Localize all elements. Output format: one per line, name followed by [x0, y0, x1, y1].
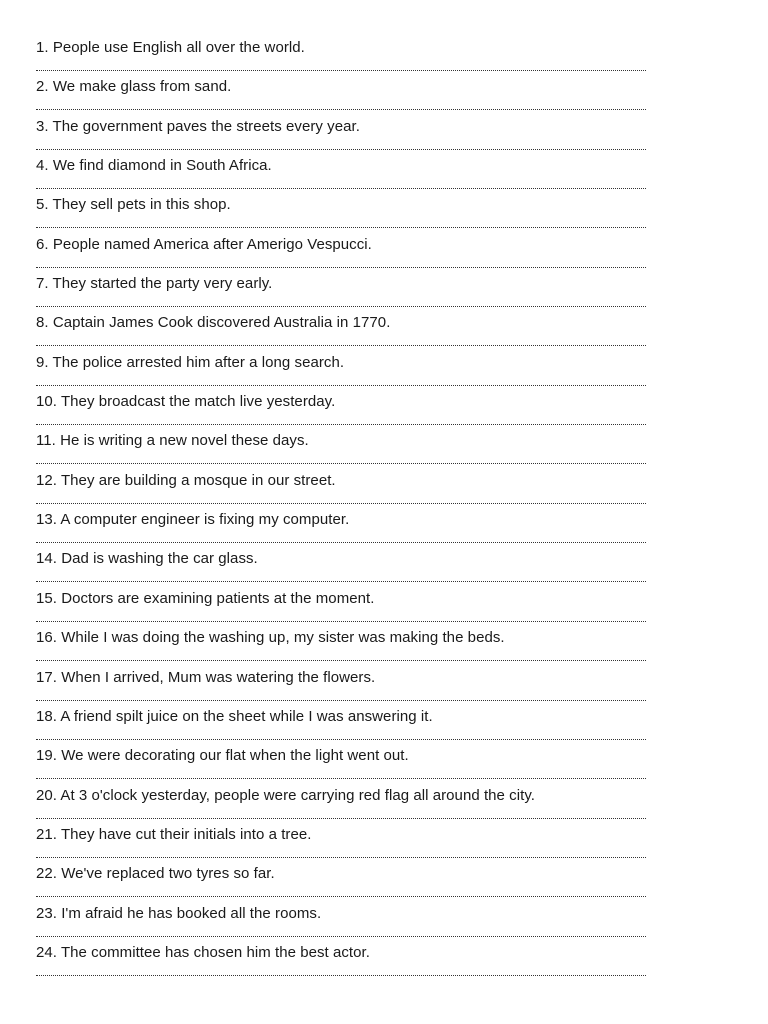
exercise-item	[36, 392, 646, 431]
exercise-item	[36, 628, 646, 667]
exercise-sentence: 12. They are building a mosque in our street.	[36, 471, 336, 489]
answer-line[interactable]	[36, 345, 646, 346]
exercise-sentence: 15. Doctors are examining patients at the moment.	[36, 589, 375, 607]
exercise-item	[36, 825, 646, 864]
exercise-item	[36, 38, 646, 77]
exercise-sentence: 11. He is writing a new novel these days.	[36, 432, 309, 450]
answer-line[interactable]	[36, 778, 646, 779]
answer-line[interactable]	[36, 621, 646, 622]
answer-line[interactable]	[36, 149, 646, 150]
answer-line[interactable]	[36, 188, 646, 189]
exercise-item	[36, 549, 646, 588]
exercise-item	[36, 274, 646, 313]
answer-line[interactable]	[36, 581, 646, 582]
answer-line[interactable]	[36, 463, 646, 464]
exercise-item	[36, 904, 646, 943]
answer-line[interactable]	[36, 424, 646, 425]
exercise-item	[36, 707, 646, 746]
answer-line[interactable]	[36, 936, 646, 937]
exercise-sentence: 22. We've replaced two tyres so far.	[36, 865, 275, 883]
exercise-item	[36, 313, 646, 352]
exercise-sentence: 5. They sell pets in this shop.	[36, 196, 231, 214]
answer-line[interactable]	[36, 857, 646, 858]
exercise-sentence: 13. A computer engineer is fixing my computer.	[36, 511, 350, 529]
exercise-sentence: 3. The government paves the streets every year.	[36, 117, 360, 135]
exercise-item	[36, 195, 646, 234]
exercise-sentence: 7. They started the party very early.	[36, 275, 273, 293]
exercise-sentence: 4. We find diamond in South Africa.	[36, 157, 272, 175]
answer-line[interactable]	[36, 227, 646, 228]
exercise-item	[36, 471, 646, 510]
answer-line[interactable]	[36, 70, 646, 71]
answer-line[interactable]	[36, 700, 646, 701]
exercise-sentence: 14. Dad is washing the car glass.	[36, 550, 258, 568]
exercise-item	[36, 746, 646, 785]
exercise-sentence: 16. While I was doing the washing up, my sister was making the beds.	[36, 629, 505, 647]
exercise-item	[36, 943, 646, 982]
exercise-sentence: 24. The committee has chosen him the best actor.	[36, 943, 370, 961]
exercise-sentence: 9. The police arrested him after a long search.	[36, 353, 345, 371]
exercise-sentence: 17. When I arrived, Mum was watering the flowers.	[36, 668, 376, 686]
answer-line[interactable]	[36, 306, 646, 307]
answer-line[interactable]	[36, 660, 646, 661]
exercise-sentence: 20. At 3 o'clock yesterday, people were carrying red flag all around the city.	[36, 786, 535, 804]
answer-line[interactable]	[36, 109, 646, 110]
exercise-sentence: 8. Captain James Cook discovered Australia in 1770.	[36, 314, 391, 332]
exercise-item	[36, 864, 646, 903]
answer-line[interactable]	[36, 267, 646, 268]
exercise-sentence: 6. People named America after Amerigo Vespucci.	[36, 235, 372, 253]
exercise-item	[36, 235, 646, 274]
exercise-item	[36, 510, 646, 549]
exercise-sentence: 1. People use English all over the world.	[36, 39, 305, 56]
exercise-item	[36, 589, 646, 628]
exercise-item	[36, 77, 646, 116]
answer-line[interactable]	[36, 503, 646, 504]
exercise-item	[36, 117, 646, 156]
answer-line[interactable]	[36, 975, 646, 976]
exercise-sentence: 19. We were decorating our flat when the light went out.	[36, 747, 409, 765]
answer-line[interactable]	[36, 818, 646, 819]
exercise-item	[36, 668, 646, 707]
answer-line[interactable]	[36, 385, 646, 386]
exercise-sentence: 18. A friend spilt juice on the sheet while I was answering it.	[36, 707, 433, 725]
answer-line[interactable]	[36, 739, 646, 740]
exercise-item	[36, 431, 646, 470]
exercise-item	[36, 353, 646, 392]
exercise-sentence: 21. They have cut their initials into a tree.	[36, 825, 312, 843]
exercise-item	[36, 786, 646, 825]
exercise-list	[36, 38, 646, 982]
exercise-sentence: 23. I'm afraid he has booked all the rooms.	[36, 904, 322, 922]
exercise-sentence: 2. We make glass from sand.	[36, 78, 232, 96]
answer-line[interactable]	[36, 896, 646, 897]
exercise-item	[36, 156, 646, 195]
answer-line[interactable]	[36, 542, 646, 543]
exercise-sentence: 10. They broadcast the match live yesterday.	[36, 393, 336, 411]
